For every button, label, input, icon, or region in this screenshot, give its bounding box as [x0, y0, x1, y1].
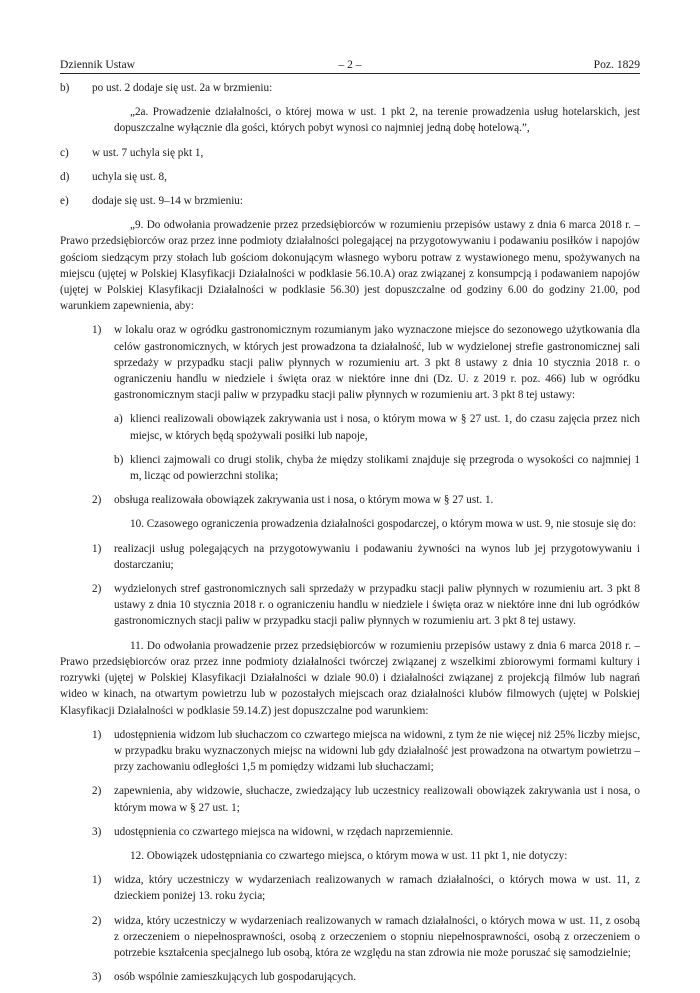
- list-item-text: osób wspólnie zamieszkujących lub gospodarujących.: [114, 971, 357, 984]
- list-item-text: udostępnienia widzom lub słuchaczom co czwartego miejsca na widowni, z tym że nie więcej niż 25% liczby miejsc, w przypadku braku wyznaczonych miejsc na widowni lub gdy działalność jest prowadzona na otwartym powietrzu – przy zachowaniu odległości 1,5 m pomiędzy widzami lub słuchaczami;: [114, 728, 640, 774]
- list-item-text: wydzielonych stref gastronomicznych sali sprzedaży w przypadku stacji paliw płynnych w rozumieniu art. 3 pkt 8 ustawy z dnia 10 stycznia 2018 r. o ograniczeniu handlu w niedziele i święta oraz w niektóre inne dni lub ogródków gastronomicznych stacji paliw w przypadku stacji paliw płynnych w rozumieniu art. 3 pkt 8 tej ustawy.: [114, 583, 640, 628]
- numbered-point: [60, 581, 640, 630]
- numbered-point: [60, 322, 640, 403]
- list-item: [60, 193, 640, 209]
- list-item-text: obsługa realizowała obowiązek zakrywania ust i nosa, o którym mowa w § 27 ust. 1.: [114, 494, 494, 507]
- list-item-text: widza, który uczestniczy w wydarzeniach realizowanych w ramach działalności, o których mowa w ust. 11, z osobą z orzeczeniem o niepełnosprawności, osobą z orzeczeniem o stopniu niepełnosprawności, osobą z orzeczeniem o potrzebie kształcenia specjalnego lub osobą, która ze względu na stan zdrowia nie może poruszać się samodzielnie;: [114, 914, 640, 959]
- paragraph: [60, 848, 640, 864]
- list-marker: b): [114, 453, 124, 466]
- position-number: Poz. 1829: [593, 58, 640, 71]
- list-marker: d): [60, 170, 70, 183]
- list-item-text: klienci zajmowali co drugi stolik, chyba że między stolikami znajduje się przegroda o wysokości co najmniej 1 m, licząc od powierzchni stolika;: [130, 453, 640, 483]
- paragraph-text: „9. Do odwołania prowadzenie przez przedsiębiorców w rozumieniu przepisów ustawy z dnia 6 marca 2018 r. – Prawo przedsiębiorców oraz przez inne podmioty działalności polegającej na przygotowywaniu i podawaniu posiłków i napojów gościom siedzącym przy stołach lub gościom dokonującym własnego wyboru potraw z wystawionego menu, spożywanych na miejscu (ujętej w Polskiej Klasyfikacji Działalności w podklasie 56.10.A) oraz związanej z konsumpcją i podawaniem napojów (ujętej w Polskiej Klasyfikacji Działalności w podklasie 56.30) jest dopuszczalne od godziny 6.00 do godziny 21.00, pod warunkiem zapewnienia, aby:: [60, 219, 640, 313]
- list-item-text: uchyla się ust. 8,: [92, 170, 167, 183]
- list-item-text: realizacji usług polegających na przygotowywaniu i podawaniu żywności na wynos lub jej przygotowywaniu i dostarczaniu;: [114, 542, 640, 571]
- list-marker: 1): [92, 324, 102, 337]
- list-marker: 3): [92, 971, 102, 984]
- numbered-point: [60, 969, 640, 985]
- lettered-subpoint: [60, 452, 640, 484]
- journal-title: Dziennik Ustaw: [60, 58, 136, 71]
- list-item-text: po ust. 2 dodaje się ust. 2a w brzmieniu:: [92, 82, 273, 94]
- quoted-paragraph: [60, 104, 640, 136]
- list-item-text: udostępnienia co czwartego miejsca na widowni, w rzędach naprzemiennie.: [114, 825, 454, 838]
- paragraph: [60, 516, 640, 532]
- page-number: – 2 –: [338, 58, 362, 71]
- numbered-point: [60, 783, 640, 815]
- list-marker: 2): [92, 785, 102, 798]
- paragraph-text: „2a. Prowadzenie działalności, o której mowa w ust. 1 pkt 2, na terenie prowadzenia usług hotelarskich, jest dopuszczalne wyłącznie dla gości, których pobyt wynosi co najmniej jedną dobę hotelową.”,: [114, 106, 640, 135]
- list-item: [60, 169, 640, 185]
- list-marker: 1): [92, 728, 102, 741]
- numbered-point: [60, 913, 640, 962]
- paragraph-text: 10. Czasowego ograniczenia prowadzenia działalności gospodarczej, o którym mowa w ust. 9, nie stosuje się do:: [130, 518, 637, 531]
- list-item: [60, 80, 640, 96]
- lettered-subpoint: [60, 411, 640, 443]
- list-marker: 3): [92, 825, 102, 838]
- page-header: [60, 57, 640, 74]
- list-marker: 2): [92, 494, 102, 507]
- list-marker: 1): [92, 874, 102, 887]
- paragraph: [60, 638, 640, 719]
- numbered-point: [60, 541, 640, 573]
- list-marker: a): [114, 413, 123, 426]
- list-marker: e): [60, 195, 69, 208]
- list-marker: c): [60, 146, 69, 159]
- list-item-text: w lokalu oraz w ogródku gastronomicznym rozumianym jako wyznaczone miejsce do sezonowego użytkowania dla celów gastronomicznych, w których jest prowadzona ta działalność, lub w wydzielonej strefie gastronomicznej sali sprzedaży w przypadku stacji paliw płynnych w rozumieniu art. 3 pkt 8 ustawy z dnia 10 stycznia 2018 r. o ograniczeniu handlu w niedziele i święta oraz w niektóre inne dni (Dz. U. z 2019 r. poz. 466) lub w ogródku gastronomicznym stacji paliw w przypadku stacji paliw płynnych w rozumieniu art. 3 pkt 8 tej ustawy:: [114, 324, 640, 402]
- list-item: [60, 145, 640, 161]
- numbered-point: [60, 824, 640, 840]
- list-item-text: w ust. 7 uchyla się pkt 1,: [92, 146, 204, 159]
- list-marker: b): [60, 82, 70, 94]
- numbered-point: [60, 492, 640, 508]
- numbered-point: [60, 872, 640, 904]
- list-item-text: widza, który uczestniczy w wydarzeniach realizowanych w ramach działalności, o których mowa w ust. 11, z dzieckiem poniżej 13. roku życia;: [114, 874, 640, 903]
- list-item-text: klienci realizowali obowiązek zakrywania ust i nosa, o którym mowa w § 27 ust. 1, do czasu zajęcia przez nich miejsc, w których będą spożywali posiłki lub napoje,: [130, 413, 640, 442]
- numbered-point: [60, 727, 640, 776]
- list-marker: 2): [92, 583, 102, 596]
- paragraph: [60, 217, 640, 314]
- list-marker: 1): [92, 542, 102, 555]
- list-item-text: dodaje się ust. 9–14 w brzmieniu:: [92, 195, 244, 208]
- paragraph-text: 11. Do odwołania prowadzenie przez przedsiębiorców w rozumieniu przepisów ustawy z dnia 6 marca 2018 r. – Prawo przedsiębiorców oraz przez inne podmioty działalności twórczej związanej z wszelkimi zbiorowymi formami kultury i rozrywki (ujętej w Polskiej Klasyfikacji Działalności w dziale 90.0) i działalności związanej z projekcją filmów lub nagrań wideo w kinach, na otwartym powietrzu lub w pozostałych miejscach oraz działalności klubów filmowych (ujętej w Polskiej Klasyfikacji Działalności w podklasie 59.14.Z) jest dopuszczalne pod warunkiem:: [60, 639, 640, 717]
- list-marker: 2): [92, 914, 102, 927]
- paragraph-text: 12. Obowiązek udostępniania co czwartego miejsca, o którym mowa w ust. 11 pkt 1, nie dotyczy:: [130, 849, 568, 862]
- document-body: [60, 80, 640, 993]
- list-item-text: zapewnienia, aby widzowie, słuchacze, zwiedzający lub uczestnicy realizowali obowiązek zakrywania ust i nosa, o którym mowa w § 27 ust. 1;: [114, 785, 640, 814]
